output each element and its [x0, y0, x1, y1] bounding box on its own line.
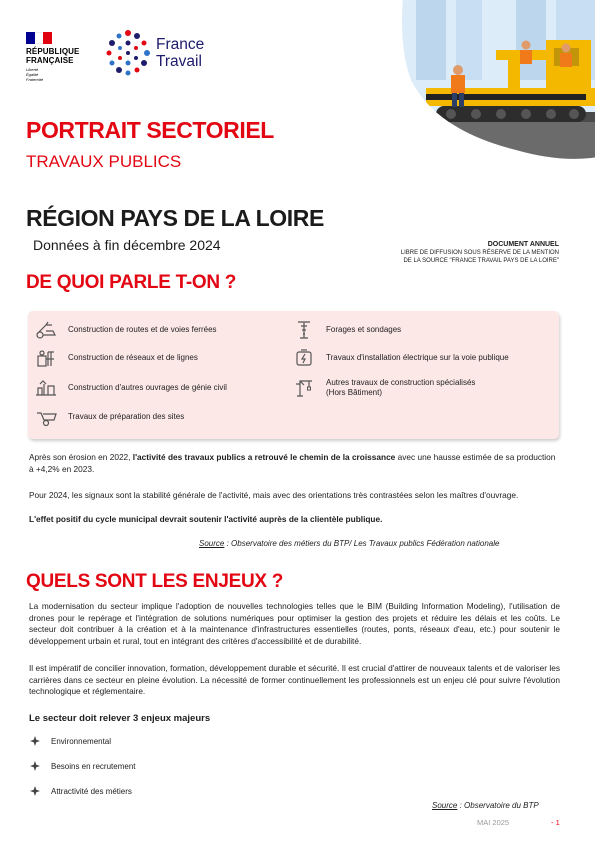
- republique-francaise-logo: [26, 32, 98, 82]
- page-number: - 1: [551, 818, 560, 827]
- footer-date: MAI 2025: [477, 818, 510, 827]
- activity-item: Autres travaux de construction spécialisés (Hors Bâtiment): [292, 378, 475, 398]
- diamond-bullet-icon: [29, 760, 41, 772]
- road-roller-icon: [34, 320, 58, 340]
- ft-line-2: Travail: [156, 53, 202, 70]
- paragraph-municipal-cycle: L'effet positif du cycle municipal devrait soutenir l'activité auprès de la clientèle publique.: [29, 514, 383, 524]
- activity-item: Forages et sondages: [292, 320, 401, 340]
- notice-line-1: LIBRE DE DIFFUSION SOUS RÉSERVE DE LA MENTION: [400, 250, 559, 256]
- source-section-1: Source : Observatoire des métiers du BTP/ Les Travaux publics Fédération nationale: [199, 539, 500, 548]
- network-lines-icon: [34, 348, 58, 368]
- activities-box: [28, 311, 559, 439]
- diamond-bullet-icon: [29, 785, 41, 797]
- electric-box-icon: [292, 348, 316, 368]
- civil-works-icon: [34, 378, 58, 398]
- activity-item: Travaux d'installation électrique sur la voie publique: [292, 348, 509, 368]
- list-item: Attractivité des métiers: [29, 785, 132, 797]
- list-item: Environnemental: [29, 735, 111, 747]
- rf-name-line-2: FRANÇAISE: [26, 56, 74, 65]
- section-title-definition: DE QUOI PARLE T-ON ?: [26, 272, 237, 293]
- diamond-bullet-icon: [29, 735, 41, 747]
- rf-motto: Liberté Égalité Fraternité: [26, 67, 44, 82]
- paragraph-modernisation: La modernisation du secteur implique l'adoption de nouvelles technologies telles que le BIM (Building Information Modeling), l'utilisation de drones pour le repérage et l'intégration de solutions numériques pour optimiser la gestion des projets et réduire les délais et les coûts. Le secteur doit contribuer à la création et à la maintenance d'infrastructures essentielles (routes, ponts, réseaux d'eau, etc.) pour soutenir le développement urbain et rural, tout en intégrant des critères d'accessibilité et de durabilité.: [29, 601, 560, 646]
- document-notice: [329, 240, 559, 265]
- road-paver-illustration: [396, 0, 595, 160]
- crane-icon: [292, 378, 316, 398]
- france-travail-dots-icon: [104, 29, 152, 77]
- page-title: PORTRAIT SECTORIEL: [26, 117, 274, 143]
- ft-line-1: France: [156, 36, 205, 53]
- wheelbarrow-icon: [34, 407, 58, 427]
- paragraph-outlook: Pour 2024, les signaux sont la stabilité générale de l'activité, mais avec des orientations très contrastées selon les maîtres d'ouvrage.: [29, 490, 519, 500]
- activity-item: Travaux de préparation des sites: [34, 407, 184, 427]
- drilling-rig-icon: [292, 320, 316, 340]
- french-flag-icon: [26, 32, 52, 44]
- paragraph-innovation: Il est impératif de concilier innovation, formation, développement durable et sécurité. Il est crucial d'attirer de nouveaux talents et de valoriser les carrières dans ce secteur en pleine évolution. La nécessité de former continuellement les professionnels est un enjeu clé pour suivre l'évolution technologique et réglementaire.: [29, 663, 560, 696]
- region-title: RÉGION PAYS DE LA LOIRE: [26, 205, 324, 231]
- sector-subtitle: TRAVAUX PUBLICS: [26, 152, 182, 171]
- challenges-heading: Le secteur doit relever 3 enjeux majeurs: [29, 713, 211, 724]
- list-item: Besoins en recrutement: [29, 760, 136, 772]
- activity-item: Construction de routes et de voies ferrées: [34, 320, 217, 340]
- data-date: Données à fin décembre 2024: [33, 237, 221, 253]
- france-travail-logo: [104, 28, 204, 78]
- paragraph-activity: Après son érosion en 2022, l'activité des travaux publics a retrouvé le chemin de la croissance avec une hausse estimée de sa production à +4,2% en 2023.: [29, 452, 556, 474]
- activity-item: Construction d'autres ouvrages de génie civil: [34, 378, 227, 398]
- activity-item: Construction de réseaux et de lignes: [34, 348, 198, 368]
- source-section-2: Source : Observatoire du BTP: [432, 801, 539, 810]
- rf-name-line-1: RÉPUBLIQUE: [26, 47, 80, 56]
- document-type: DOCUMENT ANNUEL: [487, 241, 559, 248]
- section-title-challenges: QUELS SONT LES ENJEUX ?: [26, 571, 284, 592]
- notice-line-2: DE LA SOURCE "FRANCE TRAVAIL PAYS DE LA LOIRE": [403, 258, 559, 264]
